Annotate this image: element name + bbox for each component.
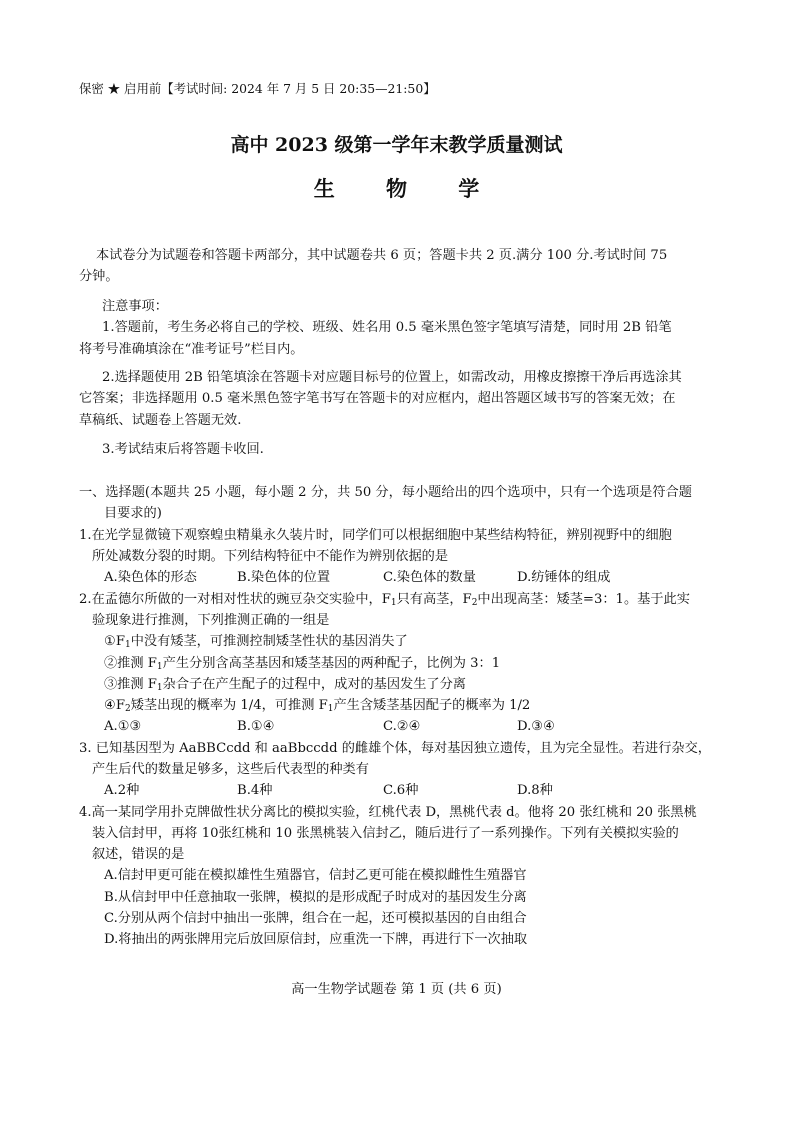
q2-option-a: A.①③	[104, 719, 142, 734]
q2-line-1: 2.在孟德尔所做的一对相对性状的豌豆杂交实验中，$F_1$只有高茎，$F_2$中出现高茎：矮茎=3：1。基于此实	[79, 592, 690, 608]
exam-title: 高中 2023 级第一学年末教学质量测试	[230, 134, 563, 156]
q3-option-d: D.8种	[517, 783, 553, 798]
note-1-line-1: 1.答题前，考生务必将自己的学校、班级、姓名用 0.5 毫米黑色签字笔填写清楚，同时用 2B 铅笔	[102, 320, 672, 335]
note-1-line-2: 将考号准确填涂在“准考证号”栏目内。	[79, 342, 304, 357]
q1-line-1: 1.在光学显微镜下观察蝗虫精巢永久装片时，同学们可以根据细胞中某些结构特征，辨别视野中的细胞	[79, 528, 672, 543]
note-2-line-2: 它答案；非选择题用 0.5 毫米黑色签字笔书写在答题卡的对应框内，超出答题区域书写的答案无效；在	[79, 391, 676, 406]
q1-option-b: B.染色体的位置	[237, 570, 331, 585]
note-3: 3.考试结束后将答题卡收回.	[102, 442, 264, 457]
q2-item-2: ②推测 $F_1$产生分别含高茎基因和矮茎基因的两种配子，比例为 3：1	[104, 656, 501, 672]
q3-option-a: A.2种	[104, 783, 140, 798]
q1-option-a: A.染色体的形态	[104, 570, 197, 585]
q2-item-4: $④F_2$矮茎出现的概率为 1/4，可推测 $F_1$产生含矮茎基因配子的概率为 1/2	[104, 698, 531, 714]
q2-option-c: C.②④	[383, 719, 421, 734]
note-2-line-1: 2.选择题使用 2B 铅笔填涂在答题卡对应题目标号的位置上，如需改动，用橡皮擦擦干净后再选涂其	[102, 370, 682, 385]
q2-item-1: $①F_1$中没有矮茎，可推测控制矮茎性状的基因消失了	[104, 634, 408, 650]
q3-option-b: B.4种	[237, 783, 273, 798]
q2-option-b: B.①④	[237, 719, 275, 734]
q4-option-d: D.将抽出的两张牌用完后放回原信封，应重洗一下牌，再进行下一次抽取	[104, 932, 528, 947]
confidential-note: 保密 ★ 启用前【考试时间: 2024 年 7 月 5 日 20:35—21:50】	[79, 81, 436, 96]
intro-line-1: 本试卷分为试题卷和答题卡两部分，其中试题卷共 6 页；答题卡共 2 页.满分 100 分.考试时间 75	[96, 248, 668, 263]
q4-option-b: B.从信封甲中任意抽取一张牌，模拟的是形成配子时成对的基因发生分离	[104, 890, 527, 905]
q1-line-2: 所处减数分裂的时期。下列结构特征中不能作为辨别依据的是	[92, 549, 449, 564]
subject-title: 生 物 学	[313, 176, 502, 201]
page-footer: 高一生物学试题卷 第 1 页 (共 6 页)	[291, 982, 502, 997]
q3-line-1: 3. 已知基因型为 AaBBCcdd 和 aaBbccdd 的雌雄个体，每对基因独立遗传，且为完全显性。若进行杂交，	[79, 741, 711, 756]
section-1-line-2: 目要求的)	[104, 506, 162, 521]
q2-option-d: D.③④	[517, 719, 555, 734]
q1-option-c: C.染色体的数量	[383, 570, 476, 585]
section-1-line-1: 一、选择题(本题共 25 小题，每小题 2 分，共 50 分，每小题给出的四个选项中，只有一个选项是符合题	[79, 485, 692, 500]
notes-heading: 注意事项：	[102, 299, 168, 314]
q4-line-1: 4.高一某同学用扑克牌做性状分离比的模拟实验，红桃代表 D，黑桃代表 d。他将 20 张红桃和 20 张黑桃	[79, 805, 697, 820]
q2-line-2: 验现象进行推测，下列推测正确的一组是	[92, 613, 330, 628]
q3-option-c: C.6种	[383, 783, 419, 798]
q3-line-2: 产生后代的数量足够多，这些后代表型的种类有	[92, 762, 369, 777]
note-2-line-3: 草稿纸、试题卷上答题无效.	[79, 413, 242, 428]
q4-option-a: A.信封甲更可能在模拟雄性生殖器官，信封乙更可能在模拟雌性生殖器官	[104, 868, 527, 883]
q1-option-d: D.纺锤体的组成	[517, 570, 611, 585]
q4-option-c: C.分别从两个信封中抽出一张牌，组合在一起，还可模拟基因的自由组合	[104, 911, 527, 926]
intro-line-2: 分钟。	[79, 269, 119, 284]
q4-line-2: 装入信封甲，再将 10张红桃和 10 张黑桃装入信封乙，随后进行了一系列操作。下列有关模拟实验的	[92, 826, 679, 841]
q2-item-3: ③推测 $F_1$杂合子在产生配子的过程中，成对的基因发生了分离	[104, 677, 466, 693]
q4-line-3: 叙述，错误的是	[92, 847, 185, 862]
